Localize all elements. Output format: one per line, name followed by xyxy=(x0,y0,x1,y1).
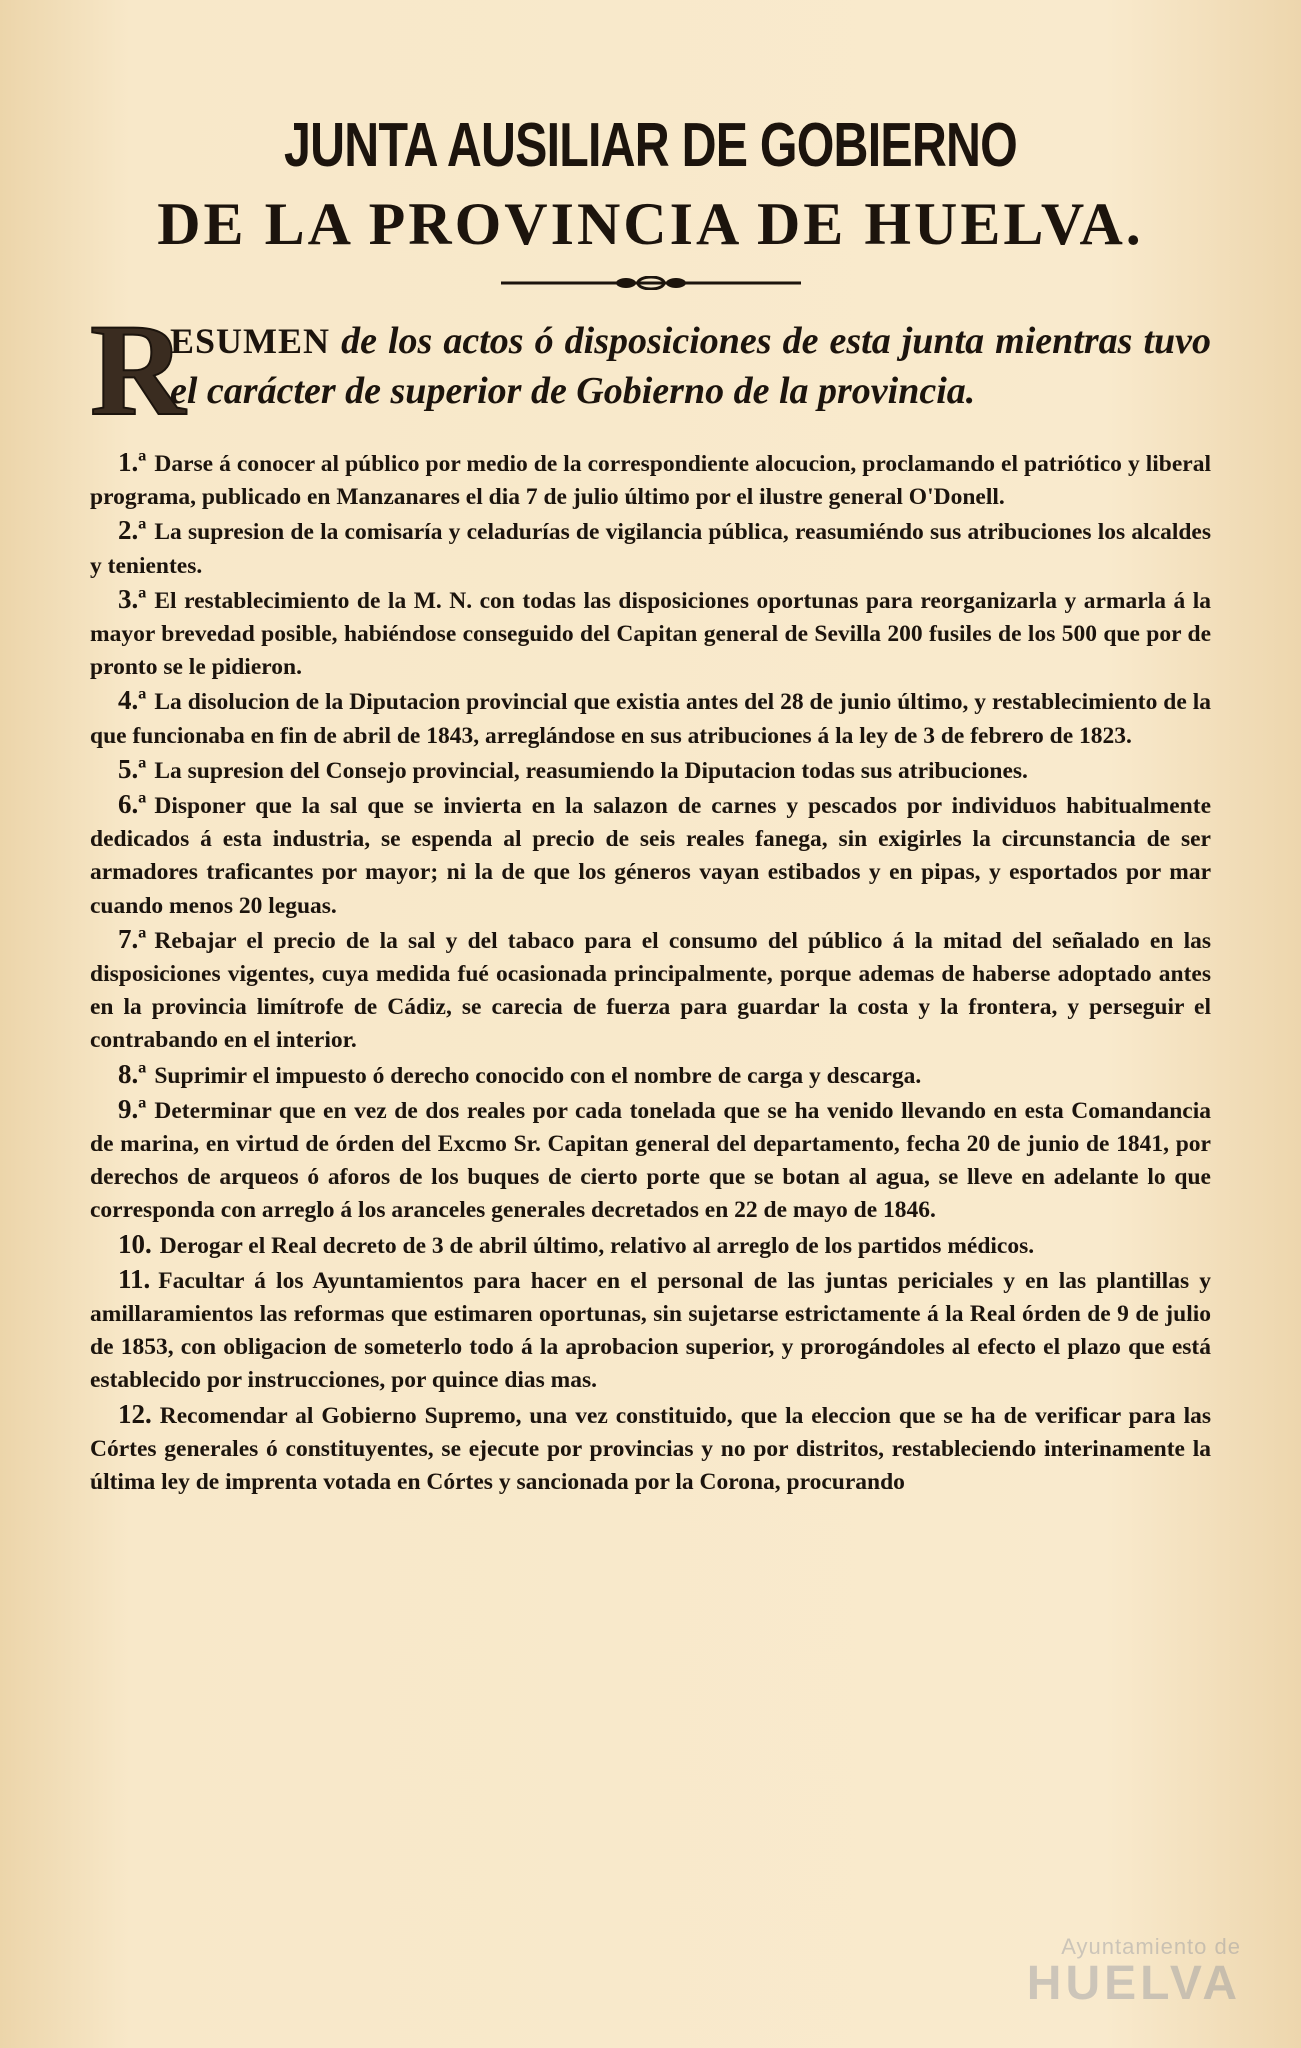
item-text: La supresion de la comisaría y celadurías de vigilancia pública, reasumiéndo sus atribuciones los alcaldes y tenientes. xyxy=(90,519,1211,579)
watermark-line-2: HUELVA xyxy=(1026,1957,1241,2010)
item-text: Suprimir el impuesto ó derecho conocido con el nombre de carga y descarga. xyxy=(154,1062,922,1089)
item-number: 2.ª xyxy=(118,515,147,546)
item-list xyxy=(90,446,1211,1499)
title-line-1: JUNTA AUSILIAR DE GOBIERNO xyxy=(284,111,1017,180)
heading-text xyxy=(170,316,1211,416)
item-text: Disponer que la sal que se invierta en la salazon de carnes y pescados por individuos habitualmente dedicados á esta industria, se espenda al precio de seis reales fanega, sin exigirles la circunstancia de ser armadores traficantes por mayor; ni la de que los géneros vayan estibados y en pipas, y esportados por mar cuando menos 20 leguas. xyxy=(90,793,1211,919)
drop-cap: R xyxy=(90,296,186,443)
item-number: 4.ª xyxy=(118,685,147,716)
item-text: Determinar que en vez de dos reales por cada tonelada que se ha venido llevando en esta Comandancia de marina, en virtud de órden del Excmo Sr. Capitan general del departamento, fecha 20 de junio de 1841, por derechos de arqueos ó aforos de los buques de cierto porte que se botan al agua, se lleve en adelante lo que corresponda con arreglo á los aranceles generales decretados en 22 de mayo de 1846. xyxy=(90,1097,1211,1224)
list-item xyxy=(90,1228,1211,1263)
list-item xyxy=(90,1093,1211,1228)
heading-lead: ESUMEN xyxy=(170,321,331,361)
item-number: 12. xyxy=(118,1398,152,1429)
list-item xyxy=(90,923,1211,1058)
list-item xyxy=(90,788,1211,923)
title-line-2: DE LA PROVINCIA DE HUELVA. xyxy=(157,191,1144,257)
summary-heading xyxy=(90,296,1211,443)
item-number: 1.ª xyxy=(118,447,147,477)
list-item xyxy=(90,446,1211,514)
item-text: Rebajar el precio de la sal y del tabaco para el consumo del público á la mitad del señalado en las disposiciones vigentes, cuya medida fué ocasionada principalmente, porque ademas de haberse adoptado antes en la provincia limítrofe de Cádiz, se carecia de fuerza para guardar la costa y la frontera, y perseguir el contrabando en el interior. xyxy=(90,927,1211,1054)
heading-rest: de los actos ó disposiciones de esta junta mientras tuvo el carácter de superior de Gobierno de la provincia. xyxy=(170,320,1211,412)
item-number: 10. xyxy=(118,1228,152,1259)
item-text: La supresion del Consejo provincial, reasumiendo la Diputacion todas sus atribuciones. xyxy=(154,757,1028,784)
item-number: 11. xyxy=(118,1263,151,1294)
list-item xyxy=(90,684,1211,752)
list-item xyxy=(90,1398,1211,1500)
item-text: Recomendar al Gobierno Supremo, una vez constituido, que la eleccion que se ha de verificar para las Córtes generales ó constituyentes, se ejecute por provincias y no por distritos, restableciendo interinamente la última ley de imprenta votada en Córtes y sancionada por la Corona, procurando xyxy=(90,1402,1211,1496)
item-number: 7.ª xyxy=(118,923,147,954)
list-item xyxy=(90,514,1211,582)
list-item xyxy=(90,753,1211,788)
item-number: 5.ª xyxy=(118,753,147,784)
watermark-line-1: Ayuntamiento de xyxy=(1061,1934,1241,1959)
item-number: 8.ª xyxy=(118,1058,147,1089)
item-text: Darse á conocer al público por medio de la correspondiente alocucion, proclamando el patriótico y liberal programa, publicado en Manzanares el dia 7 de julio último por el ilustre general O'Donell. xyxy=(90,451,1211,511)
item-number: 6.ª xyxy=(118,789,147,820)
item-text: El restablecimiento de la M. N. con todas las disposiciones oportunas para reorganizarla y armarla á la mayor brevedad posible, habiéndose conseguido del Capitan general de Sevilla 200 fusiles de los 500 que por de pronto se le pidieron. xyxy=(90,587,1211,681)
list-item xyxy=(90,583,1211,685)
archive-watermark xyxy=(1027,1934,1241,2008)
item-text: Derogar el Real decreto de 3 de abril último, relativo al arreglo de los partidos médicos. xyxy=(159,1232,1035,1259)
item-text: La disolucion de la Diputacion provincial que existia antes del 28 de junio último, y restablecimiento de la que funcionaba en fin de abril de 1843, arreglándose en sus atribuciones á la ley de 3 de febrero de 1823. xyxy=(90,689,1211,749)
item-number: 9.ª xyxy=(118,1093,147,1124)
item-text: Facultar á los Ayuntamientos para hacer en el personal de las juntas periciales y en las plantillas y amillaramientos las reformas que estimaren oportunas, sin sujetarse estrictamente á la Real órden de 9 de julio de 1853, con obligacion de someterlo todo á la aprobacion superior, y prorogándoles al efecto el plazo que está establecido por instrucciones, por quince dias mas. xyxy=(90,1267,1211,1394)
item-number: 3.ª xyxy=(118,583,147,614)
ornament-divider xyxy=(90,276,1211,290)
list-item xyxy=(90,1263,1211,1398)
list-item xyxy=(90,1058,1211,1093)
